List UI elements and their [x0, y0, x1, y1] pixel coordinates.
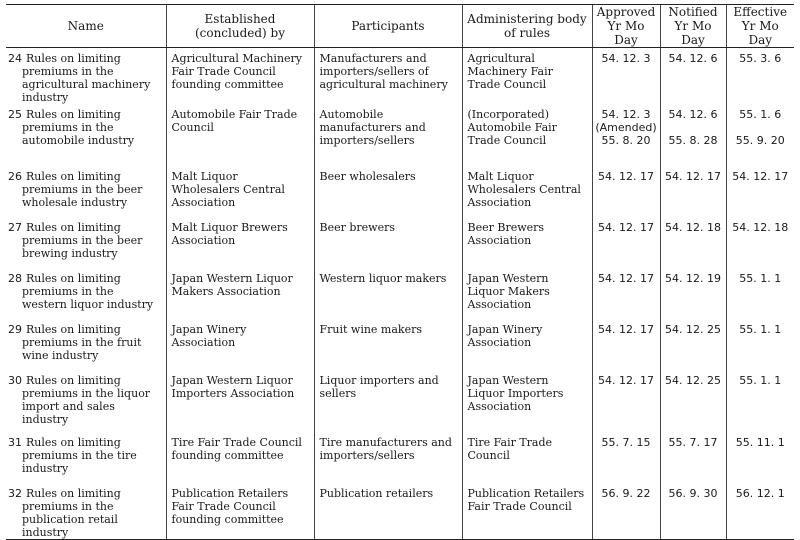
row-effective [726, 370, 794, 432]
row-number: 32 [8, 487, 22, 500]
header-participants: Participants [314, 5, 462, 48]
row-notified [660, 319, 726, 370]
row-approved [592, 217, 660, 268]
row-name-cell [6, 104, 166, 166]
row-participants: Manufacturers and importers/sellers of agricultural machinery [314, 48, 462, 105]
row-effective [726, 48, 794, 105]
row-name: Rules on limiting premiums in the agricultural machinery industry [22, 52, 151, 104]
notified-date: 54. 12. 17 [665, 170, 721, 183]
row-name-cell [6, 370, 166, 432]
row-effective [726, 319, 794, 370]
row-approved [592, 104, 660, 166]
approved-date: 54. 12. 17 [598, 170, 654, 183]
amended-note: (Amended) [595, 121, 657, 134]
row-name-cell [6, 48, 166, 105]
row-administrator: Japan Western Liquor Makers Association [462, 268, 592, 319]
row-effective [726, 166, 794, 217]
effective-date-amended: 55. 9. 20 [735, 134, 785, 147]
row-name-cell [6, 166, 166, 217]
row-notified [660, 104, 726, 166]
notified-date: 54. 12. 18 [665, 221, 721, 234]
header-effective-label: Effective [733, 5, 788, 19]
row-effective [726, 268, 794, 319]
row-administrator: Publication Retailers Fair Trade Council [462, 483, 592, 540]
row-establisher: Japan Western Liquor Makers Association [166, 268, 314, 319]
row-name-cell [6, 268, 166, 319]
effective-date: 55. 11. 1 [735, 436, 785, 449]
approved-date-amended: 55. 8. 20 [601, 134, 651, 147]
header-notified [660, 5, 726, 48]
notified-date: 54. 12. 19 [665, 272, 721, 285]
row-approved [592, 483, 660, 540]
row-effective [726, 217, 794, 268]
row-administrator: (Incorporated) Automobile Fair Trade Council [462, 104, 592, 166]
row-notified [660, 268, 726, 319]
row-name: Rules on limiting premiums in the automobile industry [22, 108, 135, 147]
row-name: Rules on limiting premiums in the western liquor industry [22, 272, 154, 311]
header-establisher: Established (concluded) by [166, 5, 314, 48]
row-participants: Tire manufacturers and importers/sellers [314, 432, 462, 483]
effective-date: 54. 12. 18 [732, 221, 789, 234]
approved-date: 54. 12. 17 [598, 323, 654, 336]
row-number: 25 [8, 108, 22, 121]
row-name: Rules on limiting premiums in the tire industry [22, 436, 137, 475]
row-notified [660, 370, 726, 432]
table-header-row [6, 5, 794, 48]
row-establisher: Agricultural Machinery Fair Trade Council founding committee [166, 48, 314, 105]
header-effective [726, 5, 794, 48]
row-number: 30 [8, 374, 22, 387]
row-name: Rules on limiting premiums in the beer wholesale industry [22, 170, 143, 209]
row-participants: Publication retailers [314, 483, 462, 540]
approved-date: 55. 7. 15 [601, 436, 651, 449]
row-establisher: Japan Winery Association [166, 319, 314, 370]
row-name: Rules on limiting premiums in the liquor import and sales industry [22, 374, 151, 426]
row-notified [660, 166, 726, 217]
table-row [6, 217, 794, 268]
row-establisher: Malt Liquor Wholesalers Central Association [166, 166, 314, 217]
row-participants: Liquor importers and sellers [314, 370, 462, 432]
row-approved [592, 268, 660, 319]
approved-date: 56. 9. 22 [601, 487, 651, 500]
row-number: 24 [8, 52, 22, 65]
notified-date: 54. 12. 6 [668, 108, 718, 121]
row-establisher: Publication Retailers Fair Trade Council founding committee [166, 483, 314, 540]
table-row [6, 319, 794, 370]
table-row [6, 166, 794, 217]
notified-date: 55. 7. 17 [668, 436, 718, 449]
row-name-cell [6, 319, 166, 370]
row-approved [592, 166, 660, 217]
row-number: 31 [8, 436, 22, 449]
row-participants: Beer wholesalers [314, 166, 462, 217]
row-name: Rules on limiting premiums in the publication retail industry [22, 487, 121, 539]
effective-date: 55. 1. 1 [739, 374, 782, 387]
row-approved [592, 432, 660, 483]
row-approved [592, 370, 660, 432]
notified-date: 54. 12. 25 [665, 323, 721, 336]
row-number: 29 [8, 323, 22, 336]
row-notified [660, 217, 726, 268]
row-number: 27 [8, 221, 22, 234]
row-notified [660, 432, 726, 483]
header-effective-unit: Yr Mo Day [741, 19, 779, 47]
regulations-table [6, 4, 794, 540]
effective-date: 55. 1. 1 [739, 272, 782, 285]
row-participants: Automobile manufacturers and importers/sellers [314, 104, 462, 166]
table-row [6, 48, 794, 105]
table-row [6, 432, 794, 483]
header-notified-unit: Yr Mo Day [674, 19, 712, 47]
row-effective [726, 483, 794, 540]
row-name: Rules on limiting premiums in the fruit wine industry [22, 323, 142, 362]
row-participants: Fruit wine makers [314, 319, 462, 370]
header-name: Name [6, 5, 166, 48]
row-name-cell [6, 483, 166, 540]
header-approved-unit: Yr Mo Day [607, 19, 645, 47]
row-effective [726, 104, 794, 166]
approved-date: 54. 12. 17 [598, 221, 654, 234]
row-name-cell [6, 217, 166, 268]
approved-date: 54. 12. 3 [601, 108, 651, 121]
table-row [6, 483, 794, 540]
row-name: Rules on limiting premiums in the beer brewing industry [22, 221, 143, 260]
row-participants: Beer brewers [314, 217, 462, 268]
row-administrator: Japan Winery Association [462, 319, 592, 370]
row-approved [592, 48, 660, 105]
row-notified [660, 48, 726, 105]
row-number: 26 [8, 170, 22, 183]
header-notified-label: Notified [668, 5, 718, 19]
notified-date: 54. 12. 25 [665, 374, 721, 387]
row-establisher: Malt Liquor Brewers Association [166, 217, 314, 268]
effective-date: 55. 3. 6 [739, 52, 782, 65]
row-administrator: Beer Brewers Association [462, 217, 592, 268]
notified-date-amended: 55. 8. 28 [668, 134, 718, 147]
row-administrator: Japan Western Liquor Importers Association [462, 370, 592, 432]
row-administrator: Agricultural Machinery Fair Trade Council [462, 48, 592, 105]
notified-date: 54. 12. 6 [668, 52, 718, 65]
table-row [6, 104, 794, 166]
effective-date: 56. 12. 1 [735, 487, 785, 500]
effective-date: 55. 1. 1 [739, 323, 782, 336]
row-administrator: Malt Liquor Wholesalers Central Association [462, 166, 592, 217]
row-administrator: Tire Fair Trade Council [462, 432, 592, 483]
row-participants: Western liquor makers [314, 268, 462, 319]
row-number: 28 [8, 272, 22, 285]
header-approved-label: Approved [596, 5, 656, 19]
effective-date: 54. 12. 17 [732, 170, 789, 183]
row-effective [726, 432, 794, 483]
header-approved [592, 5, 660, 48]
row-approved [592, 319, 660, 370]
row-notified [660, 483, 726, 540]
table-row [6, 268, 794, 319]
effective-date: 55. 1. 6 [739, 108, 782, 121]
row-establisher: Japan Western Liquor Importers Association [166, 370, 314, 432]
row-establisher: Automobile Fair Trade Council [166, 104, 314, 166]
notified-date: 56. 9. 30 [668, 487, 718, 500]
table-row [6, 370, 794, 432]
approved-date: 54. 12. 3 [601, 52, 651, 65]
approved-date: 54. 12. 17 [598, 374, 654, 387]
row-name-cell [6, 432, 166, 483]
approved-date: 54. 12. 17 [598, 272, 654, 285]
row-establisher: Tire Fair Trade Council founding committee [166, 432, 314, 483]
header-administrator: Administering body of rules [462, 5, 592, 48]
